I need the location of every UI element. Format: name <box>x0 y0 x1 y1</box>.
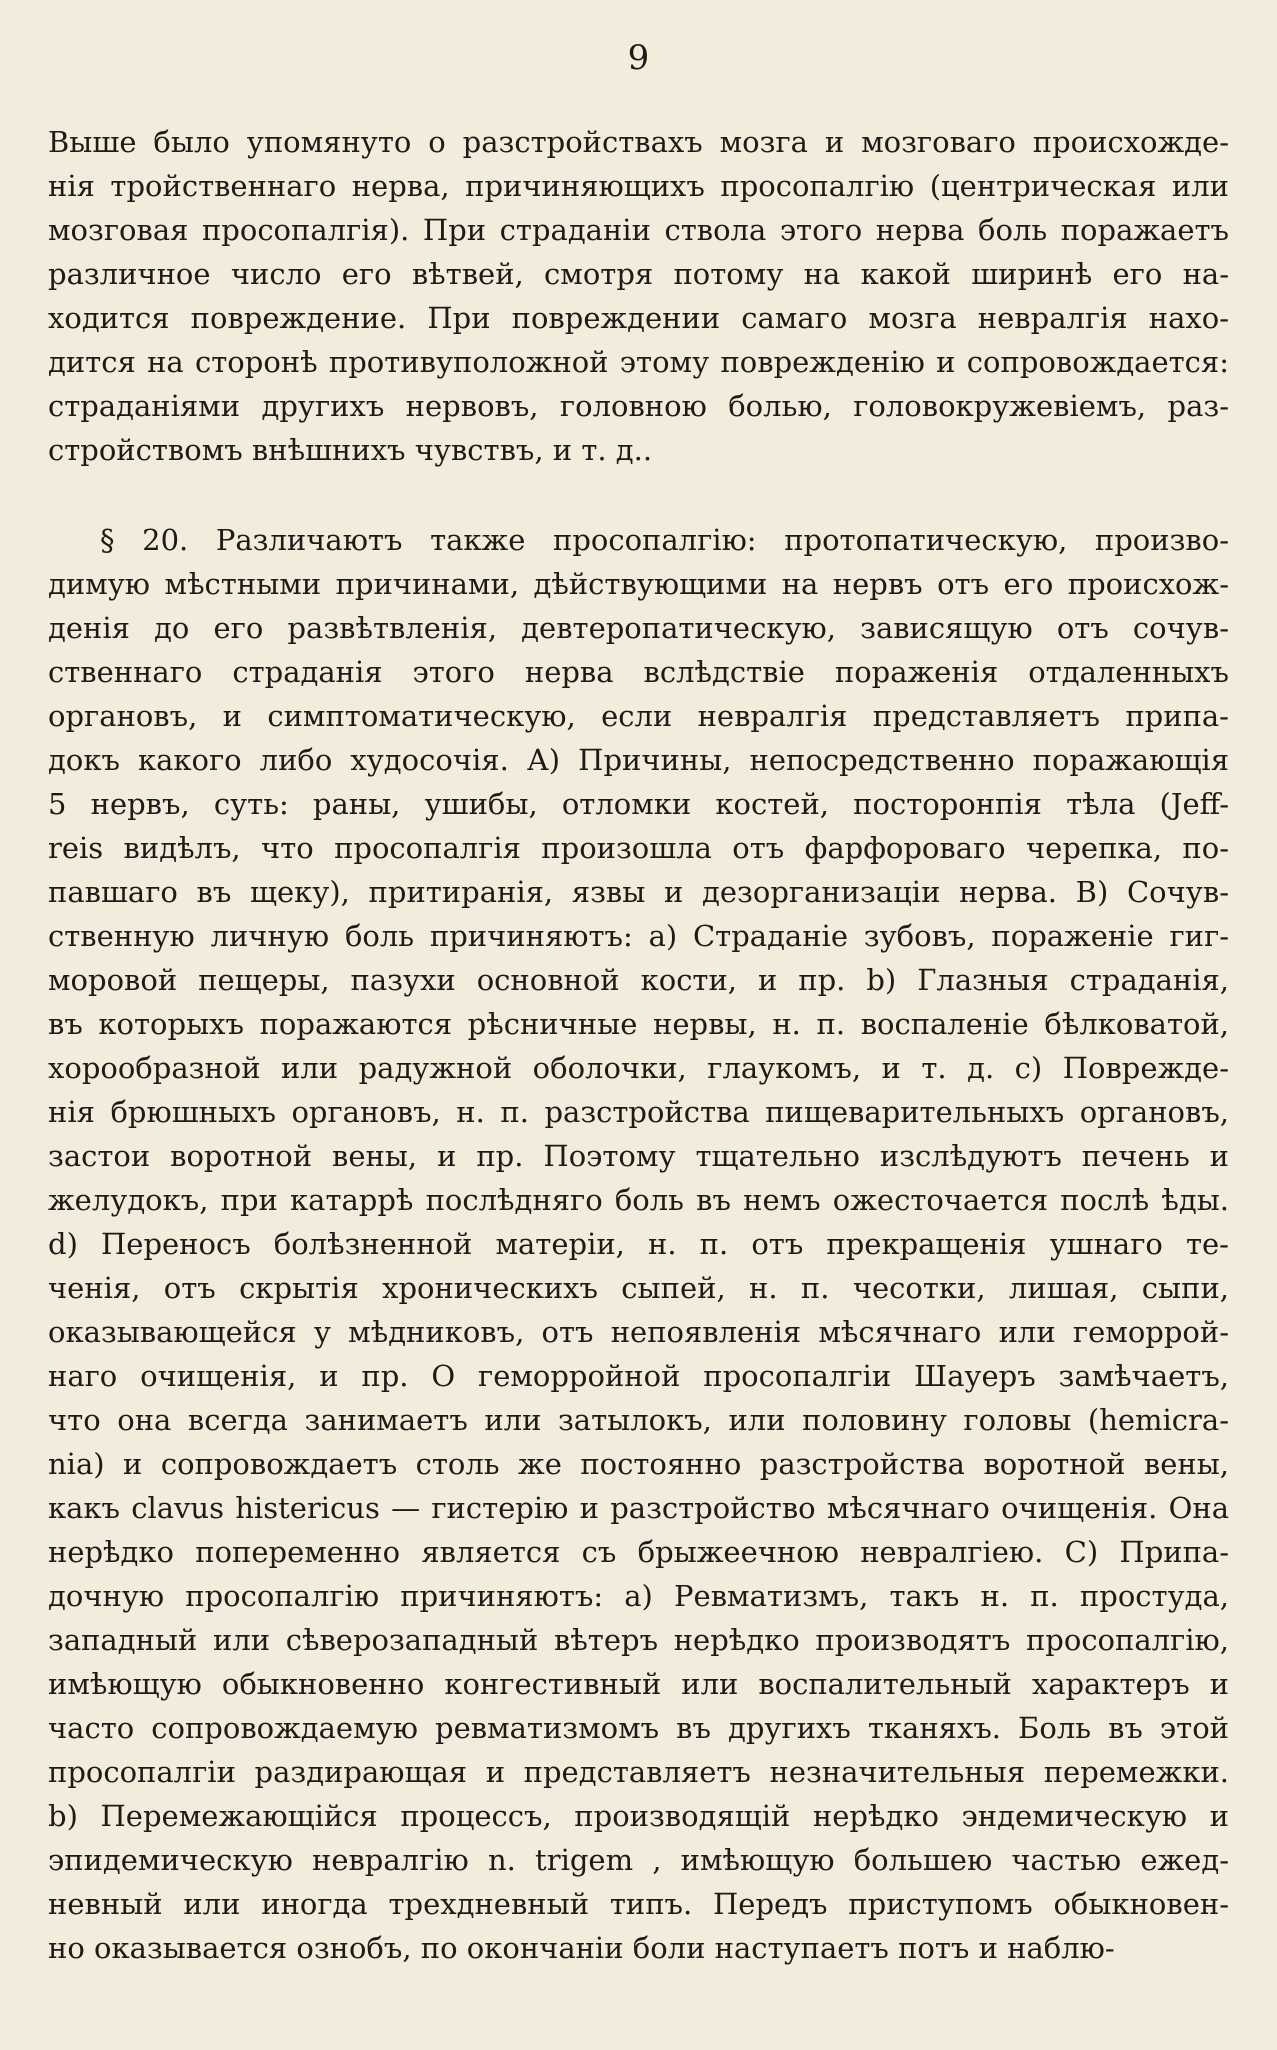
text-line: стройствомъ внѣшнихъ чувствъ, и т. д.. <box>48 433 653 467</box>
text-line: просопалгіи раздирающая и представляетъ незначительныя перемежки. <box>48 1755 1229 1789</box>
text-line: мозговая просопалгія). При страданіи ствола этого нерва боль поражаетъ <box>48 213 1229 247</box>
text-line: павшаго въ щеку), притиранія, язвы и дезорганизаціи нерва. В) Сочув- <box>48 875 1229 909</box>
text-line: наго очищенія, и пр. О геморройной просопалгіи Шауеръ замѣчаетъ, <box>48 1359 1229 1393</box>
text-line: нія брюшныхъ органовъ, н. п. разстройства пищеварительныхъ органовъ, <box>48 1095 1229 1129</box>
text-line: Выше было упомянуто о разстройствахъ мозга и мозговаго происхожде- <box>48 125 1229 159</box>
text-line: что она всегда занимаетъ или затылокъ, или половину головы (hemicra- <box>48 1403 1229 1437</box>
text-line: нерѣдко попеременно является съ брыжеечною невралгіею. C) Припа- <box>48 1535 1229 1569</box>
text-line: ченія, отъ скрытія хроническихъ сыпей, н. п. чесотки, лишая, сыпи, <box>48 1271 1229 1305</box>
text-line: дочную просопалгію причиняютъ: a) Ревматизмъ, такъ н. п. простуда, <box>48 1579 1229 1613</box>
text-line: органовъ, и симптоматическую, если невралгія представляетъ припа- <box>48 699 1229 733</box>
text-line: дится на сторонѣ противуположной этому поврежденію и сопровождается: <box>48 345 1229 379</box>
text-line: докъ какого либо худосочія. А) Причины, непосредственно поражающія <box>48 743 1229 777</box>
text-line: 5 нервъ, суть: раны, ушибы, отломки костей, посторонпія тѣла (Jeff- <box>48 787 1229 821</box>
text-line: хорообразной или радужной оболочки, глаукомъ, и т. д. c) Поврежде- <box>48 1051 1229 1085</box>
text-line: невный или иногда трехдневный типъ. Передъ приступомъ обыкновен- <box>48 1887 1229 1921</box>
text-line: ходится повреждение. При повреждении самаго мозга невралгія нахо- <box>48 301 1229 335</box>
text-line: nia) и сопровождаетъ столь же постоянно разстройства воротной вены, <box>48 1447 1229 1481</box>
text-line: денія до его развѣтвленія, девтеропатическую, зависящую отъ сочув- <box>48 611 1229 645</box>
text-line: d) Переносъ болѣзненной матеріи, н. п. отъ прекращенія ушнаго те- <box>48 1227 1229 1261</box>
text-line: § 20. Различаютъ также просопалгію: протопатическую, произво- <box>100 523 1229 557</box>
text-line: reis видѣлъ, что просопалгія произошла отъ фарфороваго черепка, по- <box>48 831 1229 865</box>
text-line: b) Перемежающійся процессъ, производящій нерѣдко эндемическую и <box>48 1799 1229 1833</box>
text-line: какъ clavus histericus — гистерію и разстройство мѣсячнаго очищенія. Она <box>48 1491 1229 1525</box>
text-line: западный или сѣверозападный вѣтеръ нерѣдко производятъ просопалгію, <box>48 1623 1229 1657</box>
text-line: застои воротной вены, и пр. Поэтому тщательно изслѣдуютъ печень и <box>48 1139 1229 1173</box>
text-line: но оказывается ознобъ, по окончаніи боли наступаетъ потъ и наблю- <box>48 1931 1115 1965</box>
text-line: желудокъ, при катаррѣ послѣдняго боль въ немъ ожесточается послѣ ѣды. <box>48 1183 1229 1217</box>
text-line: моровой пещеры, пазухи основной кости, и пр. b) Глазныя страданія, <box>48 963 1229 997</box>
text-line: страданіями другихъ нервовъ, головною болью, головокружевіемъ, раз- <box>48 389 1229 423</box>
text-line: въ которыхъ поражаются рѣсничные нервы, н. п. воспаленіе бѣлковатой, <box>48 1007 1229 1041</box>
text-line: часто сопровождаемую ревматизмомъ въ другихъ тканяхъ. Боль въ этой <box>48 1711 1229 1745</box>
paragraph-2-section-20 <box>48 518 1229 1970</box>
text-line: ственную личную боль причиняютъ: a) Страданіе зубовъ, пораженіе гиг- <box>48 919 1229 953</box>
paragraph-1 <box>48 120 1229 472</box>
text-line: оказывающейся у мѣдниковъ, отъ непоявленія мѣсячнаго или геморрой- <box>48 1315 1229 1349</box>
text-line: димую мѣстными причинами, дѣйствующими на нервъ отъ его происхож- <box>48 567 1229 601</box>
text-line: ственнаго страданія этого нерва вслѣдствіе пораженія отдаленныхъ <box>48 655 1229 689</box>
page-number: 9 <box>627 38 650 78</box>
text-line: различное число его вѣтвей, смотря потому на какой ширинѣ его на- <box>48 257 1229 291</box>
text-line: эпидемическую невралгію n. trigem , имѣющую большею частью ежед- <box>48 1843 1229 1877</box>
text-line: нія тройственнаго нерва, причиняющихъ просопалгію (центрическая или <box>48 169 1229 203</box>
text-line: имѣющую обыкновенно конгестивный или воспалительный характеръ и <box>48 1667 1229 1701</box>
